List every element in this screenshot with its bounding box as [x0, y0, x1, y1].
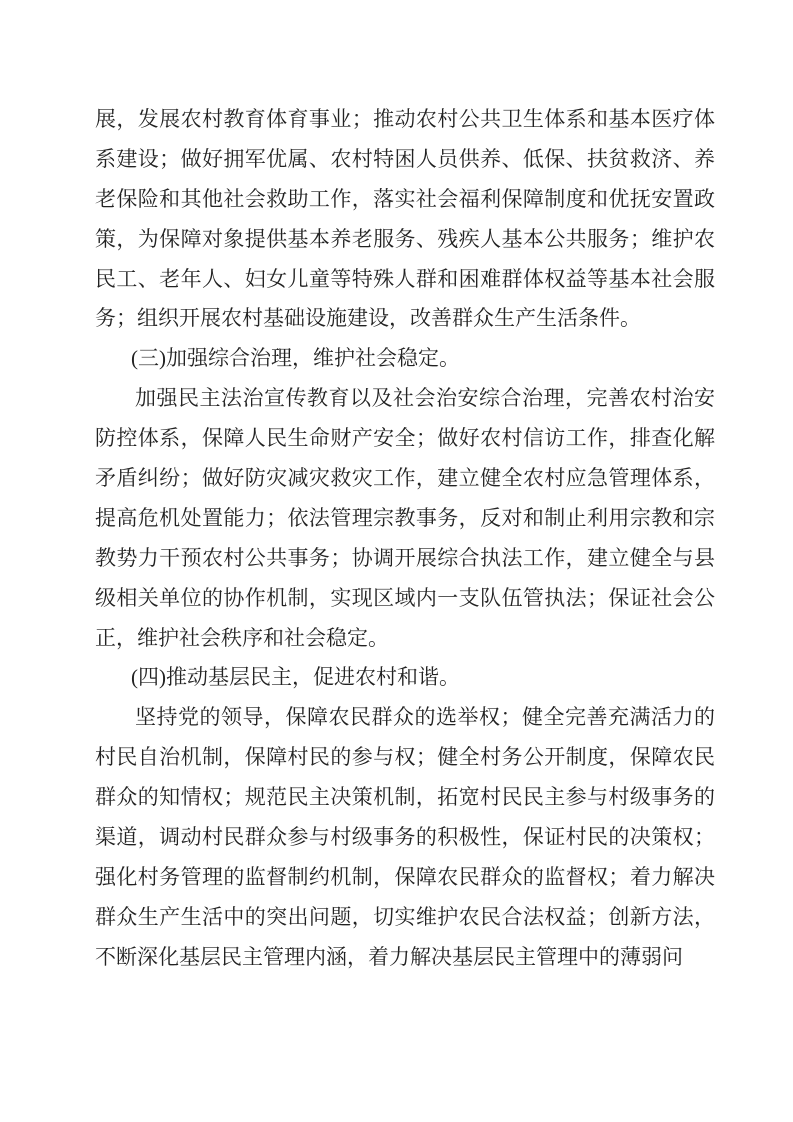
text-line: 级相关单位的协作机制，实现区域内一支队伍管执法；保证社会公	[95, 585, 715, 610]
text-line: 加强民主法治宣传教育以及社会治安综合治理，完善农村治安	[135, 386, 715, 411]
paragraph-social-services	[95, 100, 715, 339]
text-line: 老保险和其他社会救助工作，落实社会福利保障制度和优抚安置政	[95, 186, 715, 211]
heading-section-3	[95, 339, 715, 379]
text-line: 系建设；做好拥军优属、农村特困人员供养、低保、扶贫救济、养	[95, 146, 715, 171]
paragraph-comprehensive-governance	[95, 379, 715, 658]
heading-section-4	[95, 658, 715, 698]
text-line: 展，发展农村教育体育事业；推动农村公共卫生体系和基本医疗体	[95, 107, 715, 131]
text-line: 渠道，调动村民群众参与村级事务的积极性，保证村民的决策权；	[95, 825, 715, 850]
text-line: 强化村务管理的监督制约机制，保障农民群众的监督权；着力解决	[95, 864, 715, 889]
section-heading: (三)加强综合治理，维护社会稳定。	[131, 346, 460, 371]
paragraph-grassroots-democracy	[95, 698, 715, 977]
text-line: 群众生产生活中的突出问题，切实维护农民合法权益；创新方法，	[95, 904, 715, 929]
text-line: 策，为保障对象提供基本养老服务、残疾人基本公共服务；维护农	[95, 226, 715, 251]
text-line: 务；组织开展农村基础设施建设，改善群众生产生活条件。	[95, 306, 641, 331]
section-heading: (四)推动基层民主，促进农村和谐。	[131, 665, 460, 690]
text-line: 矛盾纠纷；做好防灾减灾救灾工作，建立健全农村应急管理体系，	[95, 466, 715, 491]
text-line: 坚持党的领导，保障农民群众的选举权；健全完善充满活力的	[135, 705, 715, 730]
text-line: 提高危机处置能力；依法管理宗教事务，反对和制止利用宗教和宗	[95, 505, 715, 530]
text-line: 防控体系，保障人民生命财产安全；做好农村信访工作，排查化解	[95, 426, 715, 451]
text-line: 民工、老年人、妇女儿童等特殊人群和困难群体权益等基本社会服	[95, 266, 715, 291]
text-line: 村民自治机制，保障村民的参与权；健全村务公开制度，保障农民	[95, 745, 715, 770]
text-line: 正，维护社会秩序和社会稳定。	[95, 625, 389, 650]
text-line: 不断深化基层民主管理内涵，着力解决基层民主管理中的薄弱问	[95, 944, 683, 969]
text-line: 教势力干预农村公共事务；协调开展综合执法工作，建立健全与县	[95, 545, 715, 570]
text-line: 群众的知情权；规范民主决策机制，拓宽村民民主参与村级事务的	[95, 785, 715, 810]
document-text-block	[95, 100, 715, 978]
